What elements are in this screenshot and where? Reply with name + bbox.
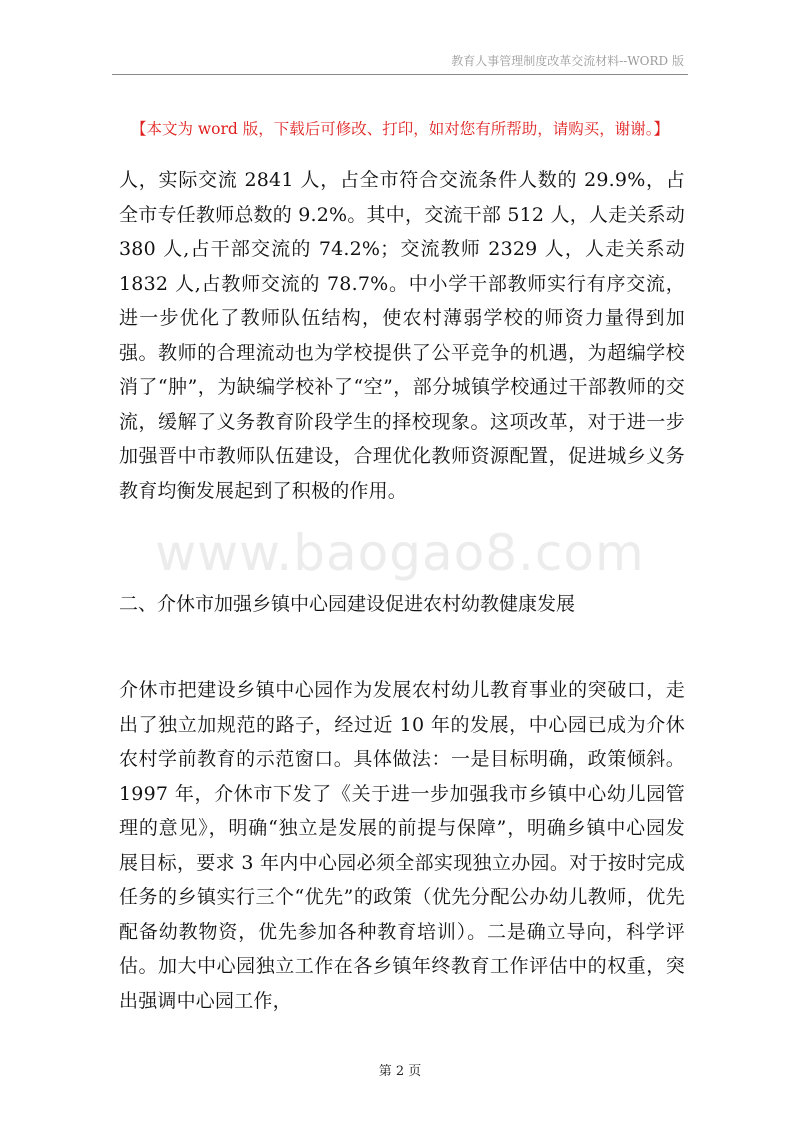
purchase-notice: 【本文为 word 版，下载后可修改、打印，如对您有所帮助，请购买，谢谢。】	[130, 120, 670, 138]
body-paragraph-1: 人，实际交流 2841 人，占全市符合交流条件人数的 29.9%，占全市专任教师总数的 9.2%。其中，交流干部 512 人，人走关系动 380 人,占干部交流的 74.2%；交流教师 2329 人，人走关系动 1832 人,占教师交流的 78.7%。中小学干部教师实行有序交流，进一步优化了教师队伍结构，使农村薄弱学校的师资力量得到加强。教师的合理流动也为学校提供了公平竞争的机遇，为超编学校消了“肿”，为缺编学校补了“空”，部分城镇学校通过干部教师的交流，缓解了义务教育阶段学生的择校现象。这项改革，对于进一步加强晋中市教师队伍建设，合理优化教师资源配置，促进城乡义务教育均衡发展起到了积极的作用。	[119, 169, 685, 502]
site-watermark: www.baogao8.com	[155, 524, 645, 582]
section-heading: 二、介休市加强乡镇中心园建设促进农村幼教健康发展	[119, 593, 576, 615]
body-paragraph-2: 介休市把建设乡镇中心园作为发展农村幼儿教育事业的突破口，走出了独立加规范的路子，经过近 10 年的发展，中心园已成为介休农村学前教育的示范窗口。具体做法：一是目标明确，政策倾斜。1997 年，介休市下发了《关于进一步加强我市乡镇中心幼儿园管理的意见》，明确“独立是发展的前提与保障”，明确乡镇中心园发展目标，要求 3 年内中心园必须全部实现独立办园。对于按时完成任务的乡镇实行三个“优先”的政策（优先分配公办幼儿教师，优先配备幼教物资，优先参加各种教育培训）。二是确立导向，科学评估。加大中心园独立工作在各乡镇年终教育工作评估中的权重，突出强调中心园工作，	[119, 679, 685, 1012]
document-header-title: 教育人事管理制度改革交流材料--WORD 版	[451, 54, 684, 68]
header-divider	[112, 74, 688, 75]
page-number: 第 2 页	[378, 1064, 422, 1079]
